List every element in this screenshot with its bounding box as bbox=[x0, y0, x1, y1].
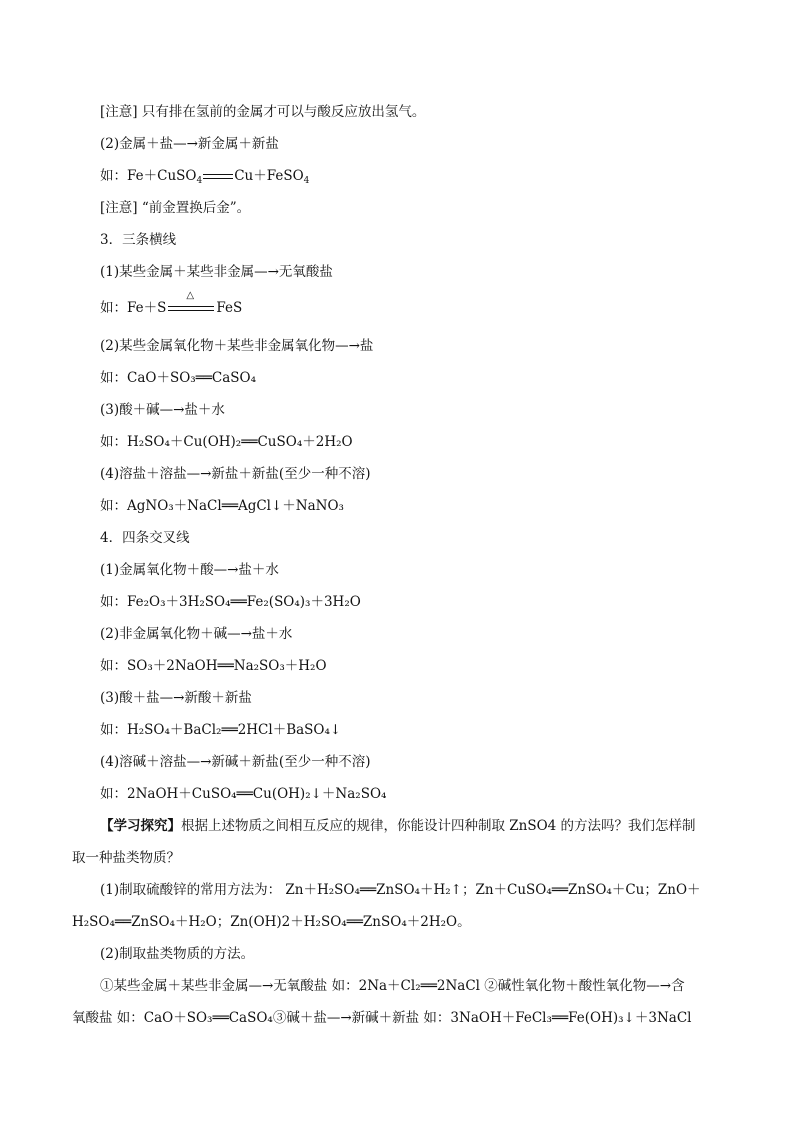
salt-method-list-cont: 氧酸盐 如：CaO＋SO₃══CaSO₄③碱＋盐—→新碱＋新盐 如：3NaOH＋FeCl₃══Fe(OH)₃↓＋3NaCl bbox=[72, 1010, 692, 1026]
example-naoh-cuso4: 如：2NaOH＋CuSO₄══Cu(OH)₂↓＋Na₂SO₄ bbox=[100, 786, 387, 802]
example-h2so4-bacl2: 如：H₂SO₄＋BaCl₂══2HCl＋BaSO₄↓ bbox=[100, 722, 342, 738]
heading-four-cross-lines: 4．四条交叉线 bbox=[100, 530, 190, 546]
eq-left: 如：Fe＋S bbox=[100, 300, 167, 316]
eq-right: Cu＋FeSO bbox=[234, 168, 304, 184]
example-h2so4-cuoh2: 如：H₂SO₄＋Cu(OH)₂══CuSO₄＋2H₂O bbox=[100, 434, 353, 450]
example-cao-so3: 如：CaO＋SO₃══CaSO₄ bbox=[100, 370, 257, 386]
zinc-sulfate-methods-cont: H₂SO₄══ZnSO₄＋H₂O；Zn(OH)2＋H₂SO₄══ZnSO₄＋2H₂O。 bbox=[72, 914, 471, 930]
rule-salt-salt: (4)溶盐＋溶盐—→新盐＋新盐(至少一种不溶) bbox=[100, 466, 371, 482]
rule-nonmetal-oxide-base: (2)非金属氧化物＋碱—→盐＋水 bbox=[100, 626, 293, 642]
heading-three-lines: 3．三条横线 bbox=[100, 232, 177, 248]
subscript: 4 bbox=[196, 176, 203, 186]
heat-triangle-icon: △ bbox=[186, 290, 195, 301]
note-displacement: [注意] “前金置换后金”。 bbox=[100, 200, 251, 216]
rule-metal-salt: (2)金属＋盐—→新金属＋新盐 bbox=[100, 136, 279, 152]
eq-left: 如：Fe＋CuSO bbox=[100, 168, 197, 184]
inquiry-question-cont: 取一种盐类物质？ bbox=[72, 850, 180, 866]
rule-acid-salt: (3)酸＋盐—→新酸＋新盐 bbox=[100, 690, 252, 706]
inquiry-text: 根据上述物质之间相互反应的规律，你能设计四种制取 ZnSO4 的方法吗？我们怎样制 bbox=[181, 818, 696, 834]
eq-right: FeS bbox=[216, 300, 243, 316]
inquiry-question bbox=[100, 816, 696, 836]
example-fe-s bbox=[100, 290, 243, 318]
rule-acid-base: (3)酸＋碱—→盐＋水 bbox=[100, 402, 225, 418]
heating-equals-sign bbox=[168, 290, 214, 311]
rule-base-salt: (4)溶碱＋溶盐—→新碱＋新盐(至少一种不溶) bbox=[100, 754, 371, 770]
example-agno3-nacl: 如：AgNO₃＋NaCl══AgCl↓＋NaNO₃ bbox=[100, 498, 344, 514]
rule-metal-oxide-acid: (1)金属氧化物＋酸—→盐＋水 bbox=[100, 562, 279, 578]
rule-oxides: (2)某些金属氧化物＋某些非金属氧化物—→盐 bbox=[100, 338, 374, 354]
example-so3-naoh: 如：SO₃＋2NaOH══Na₂SO₃＋H₂O bbox=[100, 658, 327, 674]
equals-sign bbox=[203, 174, 233, 179]
rule-metal-nonmetal: (1)某些金属＋某些非金属—→无氧酸盐 bbox=[100, 264, 333, 280]
salt-preparation-heading: (2)制取盐类物质的方法。 bbox=[100, 946, 255, 962]
example-fe2o3: 如：Fe₂O₃＋3H₂SO₄══Fe₂(SO₄)₃＋3H₂O bbox=[100, 594, 361, 610]
note-hydrogen: [注意] 只有排在氢前的金属才可以与酸反应放出氢气。 bbox=[100, 104, 426, 120]
subscript: 4 bbox=[303, 176, 310, 186]
salt-method-list: ①某些金属＋某些非金属—→无氧酸盐 如：2Na＋Cl₂══2NaCl ②碱性氧化物＋酸性氧化物—→含 bbox=[100, 978, 685, 994]
zinc-sulfate-methods: (1)制取硫酸锌的常用方法为： Zn＋H₂SO₄══ZnSO₄＋H₂↑；Zn＋CuSO₄══ZnSO₄＋Cu；ZnO＋ bbox=[100, 882, 701, 898]
example-fe-cuso4 bbox=[100, 166, 309, 186]
inquiry-label: 【学习探究】 bbox=[100, 818, 181, 834]
